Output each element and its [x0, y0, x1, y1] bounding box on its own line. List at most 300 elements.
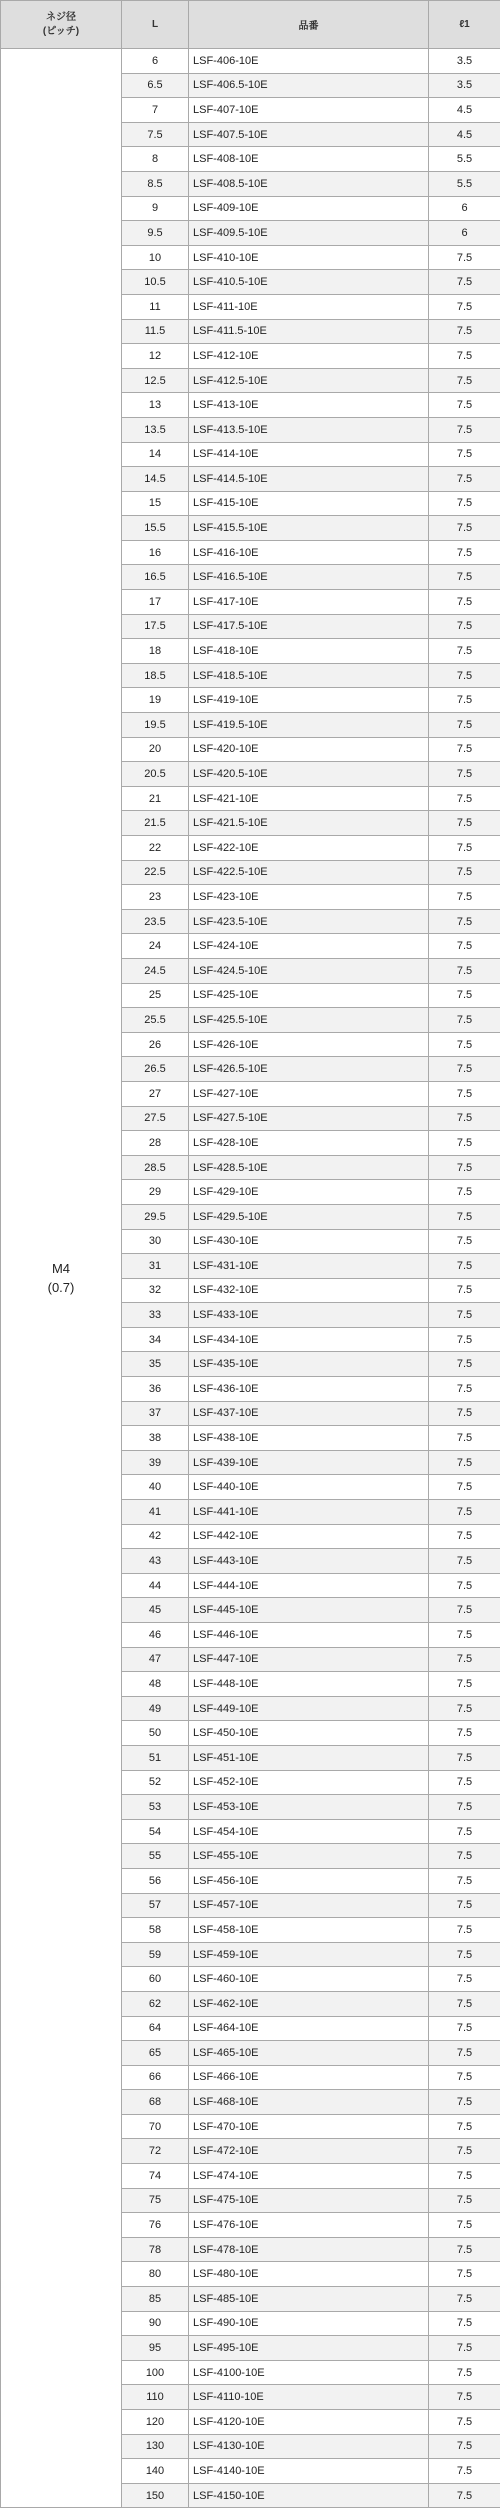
part-number-cell: LSF-406-10E [189, 49, 429, 74]
l1-cell: 7.5 [429, 1893, 500, 1918]
part-number-cell: LSF-432-10E [189, 1278, 429, 1303]
length-cell: 29 [122, 1180, 189, 1205]
part-number-cell: LSF-485-10E [189, 2287, 429, 2312]
length-cell: 95 [122, 2336, 189, 2361]
length-cell: 22.5 [122, 860, 189, 885]
l1-cell: 7.5 [429, 713, 500, 738]
l1-cell: 7.5 [429, 762, 500, 787]
length-cell: 47 [122, 1647, 189, 1672]
length-cell: 6 [122, 49, 189, 74]
part-number-cell: LSF-4140-10E [189, 2459, 429, 2484]
part-number-cell: LSF-429-10E [189, 1180, 429, 1205]
l1-cell: 7.5 [429, 1942, 500, 1967]
l1-cell: 7.5 [429, 2287, 500, 2312]
length-cell: 41 [122, 1500, 189, 1525]
l1-cell: 7.5 [429, 2164, 500, 2189]
l1-cell: 7.5 [429, 1500, 500, 1525]
l1-cell: 7.5 [429, 1278, 500, 1303]
part-number-cell: LSF-460-10E [189, 1967, 429, 1992]
part-number-cell: LSF-413-10E [189, 393, 429, 418]
length-cell: 20 [122, 737, 189, 762]
header-pitch-label: (ピッチ) [42, 25, 80, 37]
part-number-cell: LSF-429.5-10E [189, 1204, 429, 1229]
part-number-cell: LSF-458-10E [189, 1918, 429, 1943]
part-number-cell: LSF-4120-10E [189, 2410, 429, 2435]
part-number-cell: LSF-418-10E [189, 639, 429, 664]
l1-cell: 7.5 [429, 467, 500, 492]
length-cell: 39 [122, 1450, 189, 1475]
length-cell: 65 [122, 2041, 189, 2066]
length-cell: 18.5 [122, 663, 189, 688]
l1-cell: 7.5 [429, 1450, 500, 1475]
l1-cell: 7.5 [429, 1008, 500, 1033]
table-header [1, 1, 500, 49]
l1-cell: 7.5 [429, 885, 500, 910]
l1-cell: 7.5 [429, 1155, 500, 1180]
part-number-cell: LSF-417-10E [189, 590, 429, 615]
length-cell: 18 [122, 639, 189, 664]
part-number-cell: LSF-495-10E [189, 2336, 429, 2361]
length-cell: 52 [122, 1770, 189, 1795]
length-cell: 33 [122, 1303, 189, 1328]
part-number-cell: LSF-443-10E [189, 1549, 429, 1574]
l1-cell: 7.5 [429, 393, 500, 418]
part-number-cell: LSF-419-10E [189, 688, 429, 713]
part-number-cell: LSF-419.5-10E [189, 713, 429, 738]
part-number-cell: LSF-421-10E [189, 786, 429, 811]
length-cell: 140 [122, 2459, 189, 2484]
part-number-cell: LSF-428.5-10E [189, 1155, 429, 1180]
header-l1: ℓ1 [429, 1, 500, 49]
part-number-cell: LSF-431-10E [189, 1254, 429, 1279]
l1-cell: 7.5 [429, 540, 500, 565]
header-length: L [122, 1, 189, 49]
part-number-cell: LSF-447-10E [189, 1647, 429, 1672]
l1-cell: 7.5 [429, 2213, 500, 2238]
part-number-cell: LSF-423.5-10E [189, 909, 429, 934]
length-cell: 8.5 [122, 171, 189, 196]
length-cell: 38 [122, 1426, 189, 1451]
l1-cell: 7.5 [429, 344, 500, 369]
part-number-cell: LSF-449-10E [189, 1696, 429, 1721]
l1-cell: 7.5 [429, 2016, 500, 2041]
l1-cell: 6 [429, 221, 500, 246]
length-cell: 28.5 [122, 1155, 189, 1180]
length-cell: 72 [122, 2139, 189, 2164]
l1-cell: 7.5 [429, 2090, 500, 2115]
length-cell: 75 [122, 2188, 189, 2213]
l1-cell: 7.5 [429, 1229, 500, 1254]
l1-cell: 7.5 [429, 270, 500, 295]
part-number-cell: LSF-453-10E [189, 1795, 429, 1820]
length-cell: 37 [122, 1401, 189, 1426]
l1-cell: 7.5 [429, 2262, 500, 2287]
l1-cell: 7.5 [429, 2459, 500, 2484]
part-number-cell: LSF-425-10E [189, 983, 429, 1008]
header-row [1, 1, 500, 49]
l1-cell: 7.5 [429, 1967, 500, 1992]
part-number-cell: LSF-414.5-10E [189, 467, 429, 492]
part-number-cell: LSF-4100-10E [189, 2360, 429, 2385]
length-cell: 49 [122, 1696, 189, 1721]
part-number-cell: LSF-478-10E [189, 2237, 429, 2262]
length-cell: 68 [122, 2090, 189, 2115]
length-cell: 14.5 [122, 467, 189, 492]
part-number-cell: LSF-411-10E [189, 294, 429, 319]
length-cell: 100 [122, 2360, 189, 2385]
length-cell: 110 [122, 2385, 189, 2410]
part-number-cell: LSF-423-10E [189, 885, 429, 910]
part-number-cell: LSF-437-10E [189, 1401, 429, 1426]
length-cell: 64 [122, 2016, 189, 2041]
length-cell: 36 [122, 1377, 189, 1402]
table-row [1, 49, 500, 74]
part-number-cell: LSF-434-10E [189, 1327, 429, 1352]
table-body [1, 49, 500, 2508]
length-cell: 74 [122, 2164, 189, 2189]
length-cell: 27 [122, 1081, 189, 1106]
part-number-cell: LSF-427.5-10E [189, 1106, 429, 1131]
part-number-cell: LSF-409.5-10E [189, 221, 429, 246]
length-cell: 26.5 [122, 1057, 189, 1082]
length-cell: 25 [122, 983, 189, 1008]
part-number-cell: LSF-408-10E [189, 147, 429, 172]
length-cell: 53 [122, 1795, 189, 1820]
part-number-cell: LSF-441-10E [189, 1500, 429, 1525]
l1-cell: 3.5 [429, 73, 500, 98]
l1-cell: 7.5 [429, 1844, 500, 1869]
length-cell: 66 [122, 2065, 189, 2090]
l1-cell: 7.5 [429, 2065, 500, 2090]
l1-cell: 7.5 [429, 688, 500, 713]
length-cell: 51 [122, 1745, 189, 1770]
header-part-number: 品番 [189, 1, 429, 49]
part-number-cell: LSF-414-10E [189, 442, 429, 467]
part-number-cell: LSF-454-10E [189, 1819, 429, 1844]
length-cell: 42 [122, 1524, 189, 1549]
part-number-cell: LSF-422-10E [189, 836, 429, 861]
length-cell: 9 [122, 196, 189, 221]
length-cell: 11 [122, 294, 189, 319]
l1-cell: 7.5 [429, 1524, 500, 1549]
part-number-cell: LSF-436-10E [189, 1377, 429, 1402]
l1-cell: 7.5 [429, 368, 500, 393]
part-number-cell: LSF-424-10E [189, 934, 429, 959]
l1-cell: 7.5 [429, 1401, 500, 1426]
part-number-cell: LSF-490-10E [189, 2311, 429, 2336]
length-cell: 13 [122, 393, 189, 418]
l1-cell: 7.5 [429, 1573, 500, 1598]
part-number-cell: LSF-456-10E [189, 1868, 429, 1893]
part-number-cell: LSF-472-10E [189, 2139, 429, 2164]
l1-cell: 7.5 [429, 1032, 500, 1057]
length-cell: 56 [122, 1868, 189, 1893]
l1-cell: 7.5 [429, 663, 500, 688]
length-cell: 7 [122, 98, 189, 123]
l1-cell: 7.5 [429, 1426, 500, 1451]
length-cell: 10 [122, 245, 189, 270]
part-number-cell: LSF-407-10E [189, 98, 429, 123]
length-cell: 16.5 [122, 565, 189, 590]
l1-cell: 7.5 [429, 1475, 500, 1500]
length-cell: 28 [122, 1131, 189, 1156]
l1-cell: 4.5 [429, 98, 500, 123]
length-cell: 55 [122, 1844, 189, 1869]
l1-cell: 7.5 [429, 639, 500, 664]
length-cell: 26 [122, 1032, 189, 1057]
part-number-cell: LSF-470-10E [189, 2114, 429, 2139]
length-cell: 8 [122, 147, 189, 172]
part-number-cell: LSF-439-10E [189, 1450, 429, 1475]
part-number-cell: LSF-468-10E [189, 2090, 429, 2115]
l1-cell: 7.5 [429, 2114, 500, 2139]
part-number-cell: LSF-411.5-10E [189, 319, 429, 344]
part-number-cell: LSF-446-10E [189, 1623, 429, 1648]
part-number-cell: LSF-438-10E [189, 1426, 429, 1451]
length-cell: 16 [122, 540, 189, 565]
l1-cell: 7.5 [429, 909, 500, 934]
l1-cell: 7.5 [429, 1131, 500, 1156]
l1-cell: 7.5 [429, 1819, 500, 1844]
part-number-cell: LSF-459-10E [189, 1942, 429, 1967]
length-cell: 57 [122, 1893, 189, 1918]
l1-cell: 7.5 [429, 1352, 500, 1377]
part-number-cell: LSF-464-10E [189, 2016, 429, 2041]
length-cell: 62 [122, 1991, 189, 2016]
part-number-cell: LSF-442-10E [189, 1524, 429, 1549]
part-number-cell: LSF-466-10E [189, 2065, 429, 2090]
length-cell: 43 [122, 1549, 189, 1574]
length-cell: 23 [122, 885, 189, 910]
length-cell: 21.5 [122, 811, 189, 836]
l1-cell: 7.5 [429, 2041, 500, 2066]
part-number-cell: LSF-424.5-10E [189, 958, 429, 983]
length-cell: 19.5 [122, 713, 189, 738]
l1-cell: 7.5 [429, 958, 500, 983]
length-cell: 7.5 [122, 122, 189, 147]
l1-cell: 7.5 [429, 1623, 500, 1648]
length-cell: 130 [122, 2434, 189, 2459]
thread-pitch: (0.7) [47, 1280, 75, 1296]
part-number-cell: LSF-415-10E [189, 491, 429, 516]
length-cell: 46 [122, 1623, 189, 1648]
part-number-cell: LSF-455-10E [189, 1844, 429, 1869]
l1-cell: 7.5 [429, 811, 500, 836]
part-number-cell: LSF-426-10E [189, 1032, 429, 1057]
length-cell: 54 [122, 1819, 189, 1844]
l1-cell: 7.5 [429, 2483, 500, 2508]
length-cell: 76 [122, 2213, 189, 2238]
l1-cell: 7.5 [429, 1303, 500, 1328]
length-cell: 35 [122, 1352, 189, 1377]
part-number-cell: LSF-452-10E [189, 1770, 429, 1795]
part-number-cell: LSF-435-10E [189, 1352, 429, 1377]
part-number-cell: LSF-420-10E [189, 737, 429, 762]
part-number-cell: LSF-422.5-10E [189, 860, 429, 885]
length-cell: 31 [122, 1254, 189, 1279]
length-cell: 78 [122, 2237, 189, 2262]
part-number-cell: LSF-462-10E [189, 1991, 429, 2016]
length-cell: 150 [122, 2483, 189, 2508]
l1-cell: 7.5 [429, 737, 500, 762]
part-number-cell: LSF-480-10E [189, 2262, 429, 2287]
part-number-cell: LSF-427-10E [189, 1081, 429, 1106]
length-cell: 90 [122, 2311, 189, 2336]
l1-cell: 7.5 [429, 2385, 500, 2410]
length-cell: 19 [122, 688, 189, 713]
l1-cell: 7.5 [429, 934, 500, 959]
part-number-cell: LSF-407.5-10E [189, 122, 429, 147]
length-cell: 15.5 [122, 516, 189, 541]
part-number-cell: LSF-450-10E [189, 1721, 429, 1746]
l1-cell: 7.5 [429, 1868, 500, 1893]
length-cell: 13.5 [122, 417, 189, 442]
thread-size-cell [1, 49, 122, 2508]
l1-cell: 7.5 [429, 2237, 500, 2262]
length-cell: 15 [122, 491, 189, 516]
l1-cell: 7.5 [429, 860, 500, 885]
l1-cell: 7.5 [429, 1672, 500, 1697]
l1-cell: 7.5 [429, 2410, 500, 2435]
length-cell: 50 [122, 1721, 189, 1746]
length-cell: 40 [122, 1475, 189, 1500]
length-cell: 59 [122, 1942, 189, 1967]
l1-cell: 7.5 [429, 1721, 500, 1746]
length-cell: 58 [122, 1918, 189, 1943]
l1-cell: 7.5 [429, 2434, 500, 2459]
l1-cell: 7.5 [429, 2311, 500, 2336]
length-cell: 48 [122, 1672, 189, 1697]
l1-cell: 7.5 [429, 1918, 500, 1943]
length-cell: 24 [122, 934, 189, 959]
length-cell: 45 [122, 1598, 189, 1623]
part-number-cell: LSF-445-10E [189, 1598, 429, 1623]
l1-cell: 7.5 [429, 1795, 500, 1820]
length-cell: 12.5 [122, 368, 189, 393]
part-number-cell: LSF-451-10E [189, 1745, 429, 1770]
length-cell: 10.5 [122, 270, 189, 295]
part-number-cell: LSF-412-10E [189, 344, 429, 369]
l1-cell: 7.5 [429, 319, 500, 344]
part-number-cell: LSF-430-10E [189, 1229, 429, 1254]
length-cell: 9.5 [122, 221, 189, 246]
l1-cell: 7.5 [429, 1745, 500, 1770]
l1-cell: 7.5 [429, 1106, 500, 1131]
part-number-cell: LSF-426.5-10E [189, 1057, 429, 1082]
part-number-cell: LSF-433-10E [189, 1303, 429, 1328]
l1-cell: 6 [429, 196, 500, 221]
l1-cell: 7.5 [429, 614, 500, 639]
length-cell: 11.5 [122, 319, 189, 344]
length-cell: 25.5 [122, 1008, 189, 1033]
part-number-cell: LSF-410.5-10E [189, 270, 429, 295]
l1-cell: 7.5 [429, 294, 500, 319]
l1-cell: 7.5 [429, 836, 500, 861]
l1-cell: 7.5 [429, 1254, 500, 1279]
part-number-cell: LSF-475-10E [189, 2188, 429, 2213]
length-cell: 22 [122, 836, 189, 861]
part-number-cell: LSF-409-10E [189, 196, 429, 221]
l1-cell: 7.5 [429, 1549, 500, 1574]
l1-cell: 7.5 [429, 2188, 500, 2213]
length-cell: 12 [122, 344, 189, 369]
l1-cell: 5.5 [429, 171, 500, 196]
l1-cell: 4.5 [429, 122, 500, 147]
part-number-cell: LSF-417.5-10E [189, 614, 429, 639]
l1-cell: 7.5 [429, 417, 500, 442]
part-number-cell: LSF-474-10E [189, 2164, 429, 2189]
length-cell: 20.5 [122, 762, 189, 787]
length-cell: 44 [122, 1573, 189, 1598]
header-thread-diameter [1, 1, 122, 49]
l1-cell: 7.5 [429, 2336, 500, 2361]
length-cell: 14 [122, 442, 189, 467]
length-cell: 17.5 [122, 614, 189, 639]
length-cell: 24.5 [122, 958, 189, 983]
l1-cell: 7.5 [429, 1647, 500, 1672]
part-number-cell: LSF-428-10E [189, 1131, 429, 1156]
part-number-cell: LSF-416-10E [189, 540, 429, 565]
thread-size: M4 [51, 1261, 71, 1277]
l1-cell: 7.5 [429, 491, 500, 516]
l1-cell: 5.5 [429, 147, 500, 172]
l1-cell: 3.5 [429, 49, 500, 74]
l1-cell: 7.5 [429, 786, 500, 811]
part-number-cell: LSF-416.5-10E [189, 565, 429, 590]
l1-cell: 7.5 [429, 1180, 500, 1205]
l1-cell: 7.5 [429, 2139, 500, 2164]
part-number-cell: LSF-4150-10E [189, 2483, 429, 2508]
part-number-cell: LSF-4130-10E [189, 2434, 429, 2459]
l1-cell: 7.5 [429, 590, 500, 615]
part-number-cell: LSF-410-10E [189, 245, 429, 270]
length-cell: 120 [122, 2410, 189, 2435]
part-number-cell: LSF-444-10E [189, 1573, 429, 1598]
part-number-cell: LSF-425.5-10E [189, 1008, 429, 1033]
length-cell: 70 [122, 2114, 189, 2139]
length-cell: 6.5 [122, 73, 189, 98]
part-number-cell: LSF-413.5-10E [189, 417, 429, 442]
part-number-cell: LSF-406.5-10E [189, 73, 429, 98]
l1-cell: 7.5 [429, 1991, 500, 2016]
part-number-cell: LSF-420.5-10E [189, 762, 429, 787]
l1-cell: 7.5 [429, 565, 500, 590]
part-number-cell: LSF-4110-10E [189, 2385, 429, 2410]
l1-cell: 7.5 [429, 1204, 500, 1229]
l1-cell: 7.5 [429, 516, 500, 541]
length-cell: 34 [122, 1327, 189, 1352]
l1-cell: 7.5 [429, 1598, 500, 1623]
part-number-cell: LSF-440-10E [189, 1475, 429, 1500]
length-cell: 23.5 [122, 909, 189, 934]
part-number-cell: LSF-476-10E [189, 2213, 429, 2238]
part-number-cell: LSF-418.5-10E [189, 663, 429, 688]
length-cell: 80 [122, 2262, 189, 2287]
part-number-cell: LSF-465-10E [189, 2041, 429, 2066]
length-cell: 32 [122, 1278, 189, 1303]
length-cell: 21 [122, 786, 189, 811]
length-cell: 60 [122, 1967, 189, 1992]
header-thread-label: ネジ径 [46, 11, 76, 23]
l1-cell: 7.5 [429, 2360, 500, 2385]
length-cell: 17 [122, 590, 189, 615]
length-cell: 30 [122, 1229, 189, 1254]
part-number-cell: LSF-408.5-10E [189, 171, 429, 196]
l1-cell: 7.5 [429, 983, 500, 1008]
l1-cell: 7.5 [429, 245, 500, 270]
length-cell: 29.5 [122, 1204, 189, 1229]
l1-cell: 7.5 [429, 1770, 500, 1795]
